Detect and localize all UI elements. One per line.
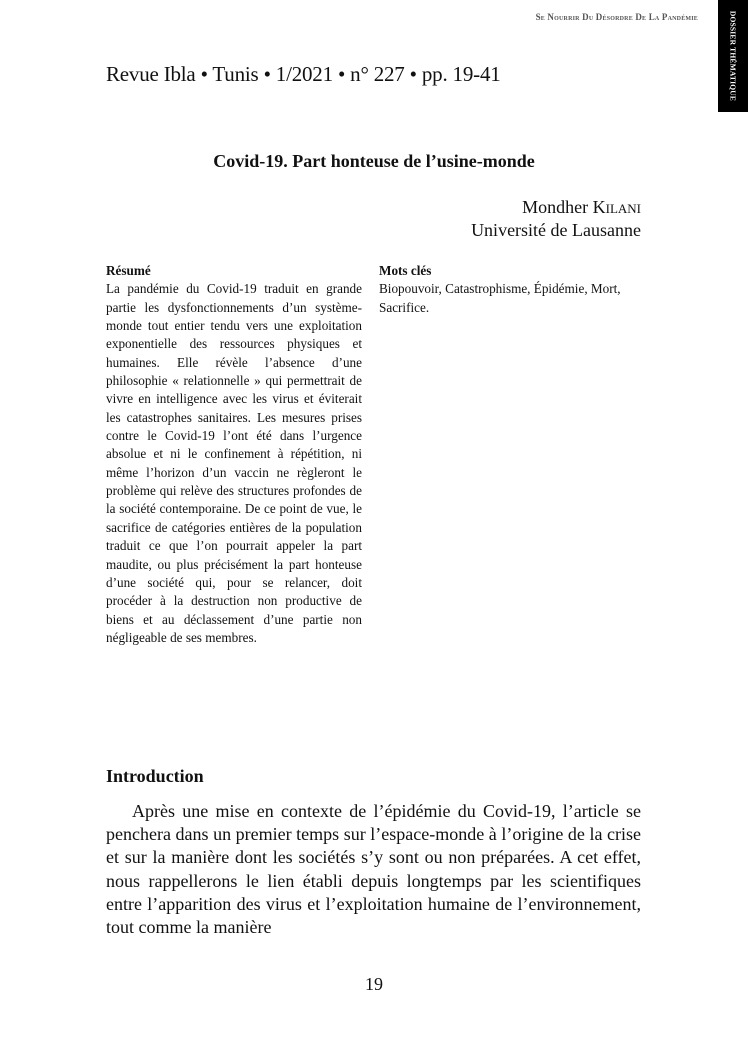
abstract-heading: Résumé bbox=[106, 263, 151, 278]
author-name bbox=[471, 196, 641, 219]
keywords-text: Biopouvoir, Catastrophisme, Épidémie, Mort, Sacrifice. bbox=[379, 281, 621, 315]
author-first-name: Mondher bbox=[522, 197, 593, 217]
section-heading-introduction: Introduction bbox=[106, 766, 204, 786]
keywords-heading: Mots clés bbox=[379, 263, 432, 278]
keywords bbox=[379, 262, 643, 317]
author-surname: Kilani bbox=[592, 197, 641, 217]
author-affiliation: Université de Lausanne bbox=[471, 220, 641, 240]
abstract bbox=[106, 262, 362, 647]
author-block bbox=[471, 196, 641, 242]
page-number: 19 bbox=[365, 974, 383, 994]
running-header: Se Nourrir Du Désordre De La Pandémie bbox=[535, 12, 698, 22]
abstract-text: La pandémie du Covid-19 traduit en grande partie les dysfonctionnements d’un système-monde tout entier tendu vers une exploitation exponentielle des ressources physiques et humaines. Elle révèle l’absence d’une philosophie « relationnelle » qui permettrait de vivre en intelligence avec les virus et éviterait les catastrophes sanitaires. Les mesures prises contre le Covid-19 l’ont été dans l’urgence absolue et ni le confinement à répétition, ni même l’horizon d’un vaccin ne règleront le problème qui relève des structures profondes de la société contemporaine. De ce point de vue, le sacrifice de catégories entières de la population traduit ce que l’on pourrait appeler la part maudite, ou plus précisément la part honteuse d’une société qui, pour se relancer, doit procéder à la destruction non productive de biens et au déclassement d’une partie non négligeable de ses membres. bbox=[106, 281, 362, 645]
journal-citation: Revue Ibla • Tunis • 1/2021 • n° 227 • pp. 19-41 bbox=[106, 62, 501, 86]
section-side-tab bbox=[718, 0, 748, 112]
body-paragraph: Après une mise en contexte de l’épidémie du Covid-19, l’article se penchera dans un premier temps sur l’espace-monde à l’origine de la crise et sur la manière dont les sociétés s’y sont ou non préparées. A cet effet, nous rappellerons le lien établi depuis longtemps par les scientifiques entre l’apparition des virus et l’exploitation humaine de l’environnement, tout comme la manière bbox=[106, 801, 641, 938]
article-title: Covid-19. Part honteuse de l’usine-monde bbox=[213, 151, 535, 171]
side-tab-label: DOSSIER THÉMATIQUE bbox=[728, 10, 738, 102]
